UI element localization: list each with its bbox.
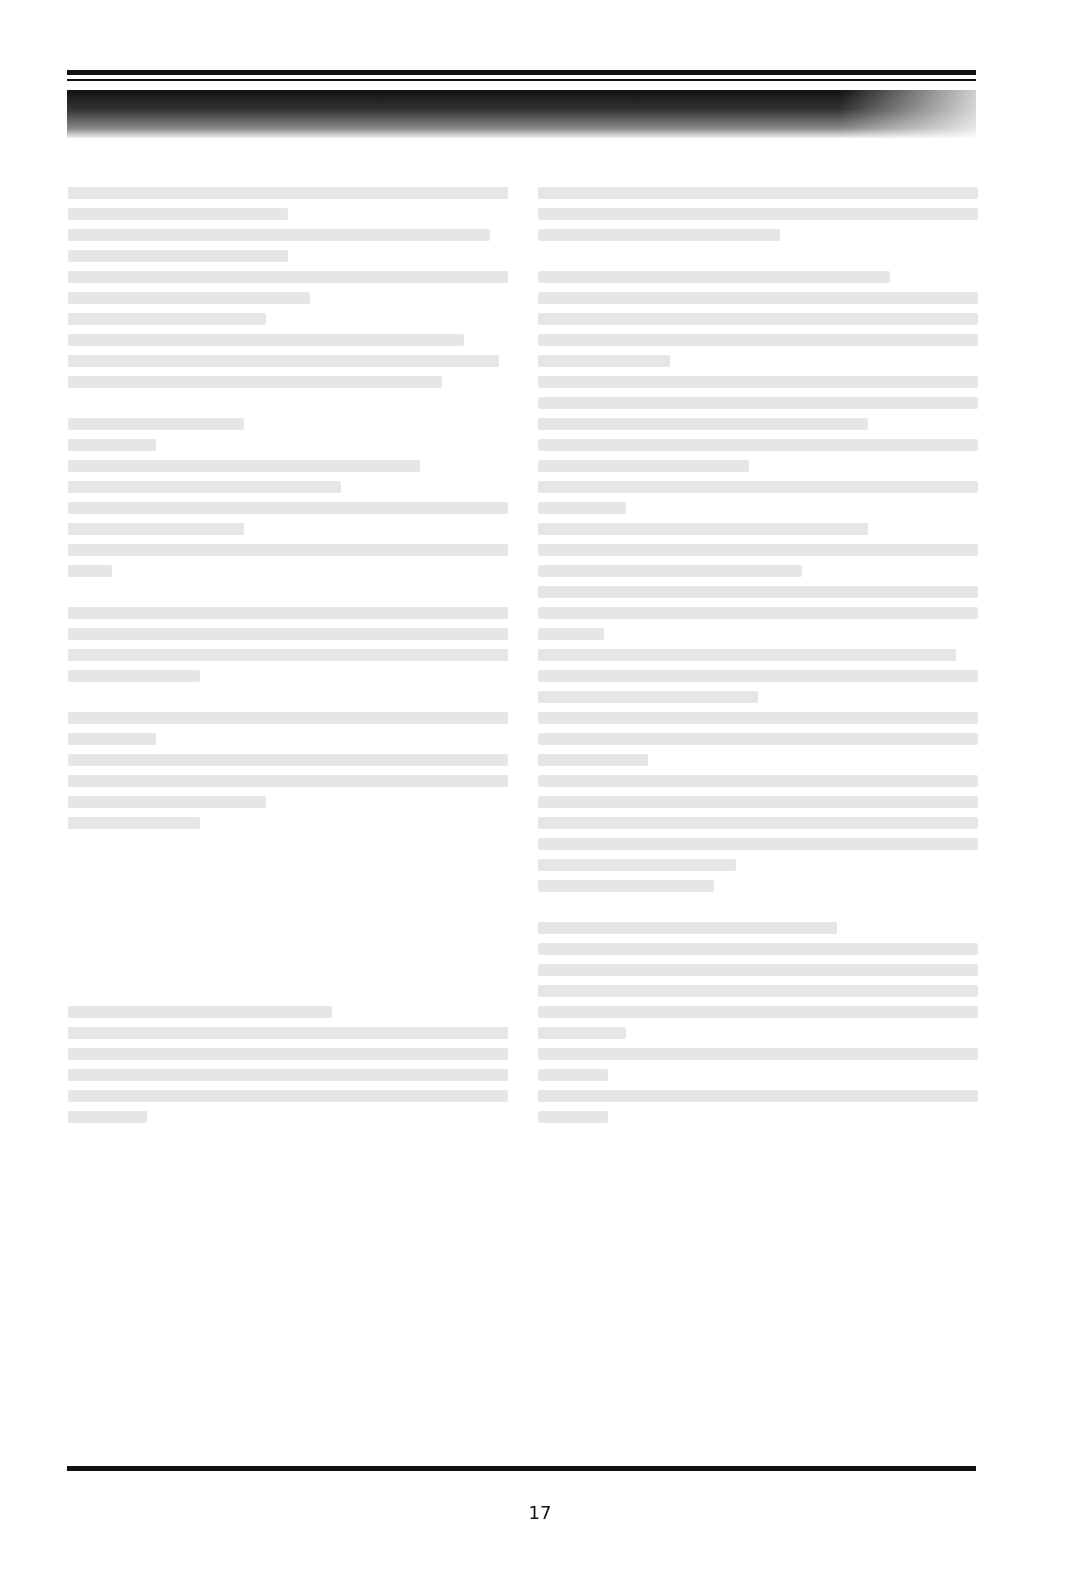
text-line-placeholder [68, 418, 244, 430]
text-line-placeholder [68, 439, 156, 451]
blank-line [68, 901, 508, 913]
text-line-placeholder [538, 481, 978, 493]
blank-line [68, 880, 508, 892]
text-line-placeholder [538, 922, 837, 934]
text-line-placeholder [68, 1111, 147, 1123]
blank-line [68, 859, 508, 871]
text-line-placeholder [538, 880, 714, 892]
text-line-placeholder [538, 586, 978, 598]
text-line-placeholder [538, 1048, 978, 1060]
text-line-placeholder [538, 607, 978, 619]
text-line-placeholder [538, 712, 978, 724]
text-line-placeholder [68, 817, 200, 829]
text-line-placeholder [538, 376, 978, 388]
header-banner [67, 90, 976, 138]
blank-line [68, 985, 508, 997]
text-line-placeholder [68, 250, 288, 262]
text-line-placeholder [68, 628, 508, 640]
text-column-left [68, 178, 508, 1130]
text-line-placeholder [538, 838, 978, 850]
text-line-placeholder [68, 712, 508, 724]
text-line-placeholder [538, 964, 978, 976]
text-line-placeholder [538, 544, 978, 556]
text-line-placeholder [538, 649, 956, 661]
text-line-placeholder [538, 1090, 978, 1102]
text-line-placeholder [538, 460, 749, 472]
blank-line [68, 691, 508, 703]
blank-line [68, 964, 508, 976]
text-line-placeholder [538, 817, 978, 829]
page-number: 17 [528, 1503, 552, 1524]
text-line-placeholder [68, 334, 464, 346]
text-line-placeholder [538, 187, 978, 199]
text-line-placeholder [538, 418, 868, 430]
text-line-placeholder [538, 1069, 608, 1081]
text-line-placeholder [538, 397, 978, 409]
text-line-placeholder [538, 334, 978, 346]
text-line-placeholder [68, 1027, 508, 1039]
text-line-placeholder [538, 1111, 608, 1123]
blank-line [68, 586, 508, 598]
text-line-placeholder [538, 691, 758, 703]
text-line-placeholder [538, 502, 626, 514]
text-line-placeholder [68, 649, 508, 661]
blank-line [68, 943, 508, 955]
text-line-placeholder [68, 754, 508, 766]
text-line-placeholder [538, 670, 978, 682]
text-line-placeholder [538, 943, 978, 955]
text-line-placeholder [538, 523, 868, 535]
text-line-placeholder [538, 1006, 978, 1018]
text-line-placeholder [68, 1006, 332, 1018]
text-line-placeholder [68, 796, 266, 808]
text-line-placeholder [538, 628, 604, 640]
text-line-placeholder [538, 313, 978, 325]
text-line-placeholder [538, 355, 670, 367]
text-line-placeholder [538, 208, 978, 220]
text-line-placeholder [68, 523, 244, 535]
blank-line [68, 922, 508, 934]
blank-line [538, 901, 978, 913]
text-line-placeholder [538, 565, 802, 577]
text-line-placeholder [538, 859, 736, 871]
text-line-placeholder [538, 754, 648, 766]
text-line-placeholder [538, 271, 890, 283]
text-line-placeholder [68, 733, 156, 745]
footer-rule [67, 1466, 976, 1471]
blank-line [538, 250, 978, 262]
text-line-placeholder [68, 670, 200, 682]
text-line-placeholder [538, 775, 978, 787]
text-line-placeholder [68, 229, 490, 241]
text-line-placeholder [68, 313, 266, 325]
blank-line [68, 838, 508, 850]
text-line-placeholder [68, 775, 508, 787]
text-line-placeholder [68, 355, 499, 367]
text-line-placeholder [68, 544, 508, 556]
text-line-placeholder [68, 565, 112, 577]
text-line-placeholder [68, 607, 508, 619]
text-line-placeholder [68, 1090, 508, 1102]
text-column-right [538, 178, 978, 1130]
text-line-placeholder [538, 1027, 626, 1039]
text-line-placeholder [68, 187, 508, 199]
text-line-placeholder [68, 1048, 508, 1060]
text-line-placeholder [538, 439, 978, 451]
text-line-placeholder [68, 292, 310, 304]
text-line-placeholder [68, 208, 288, 220]
text-line-placeholder [538, 733, 978, 745]
text-line-placeholder [68, 460, 420, 472]
text-line-placeholder [68, 376, 442, 388]
text-line-placeholder [68, 481, 341, 493]
text-line-placeholder [538, 985, 978, 997]
text-line-placeholder [538, 796, 978, 808]
text-line-placeholder [538, 292, 978, 304]
text-line-placeholder [68, 502, 508, 514]
text-line-placeholder [538, 229, 780, 241]
header-rule-thick [67, 70, 976, 75]
text-line-placeholder [68, 1069, 508, 1081]
header-rule-thin [67, 79, 976, 81]
text-line-placeholder [68, 271, 508, 283]
blank-line [68, 397, 508, 409]
